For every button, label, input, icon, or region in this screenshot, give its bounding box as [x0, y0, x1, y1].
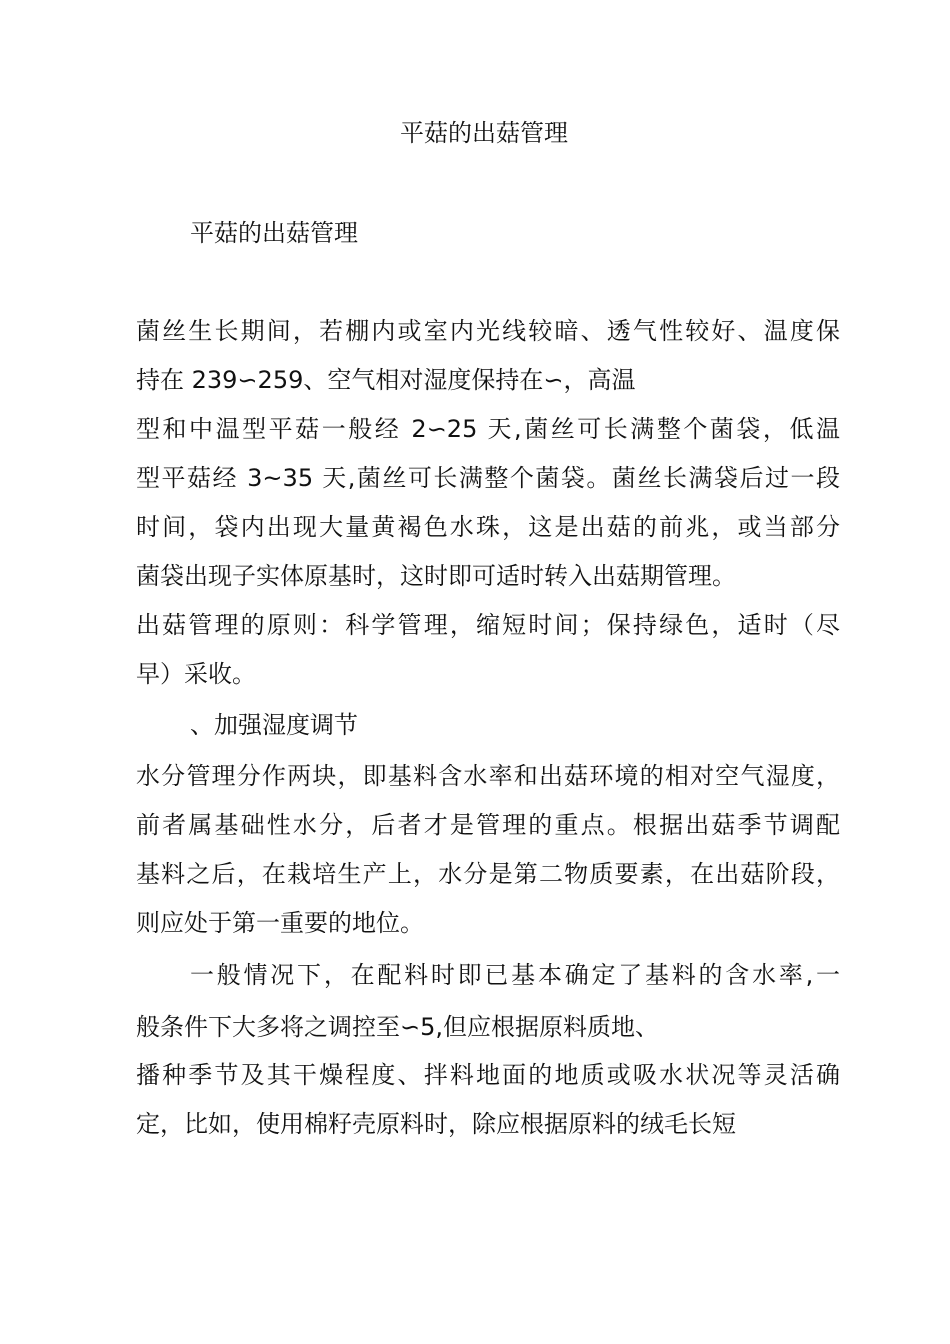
body-line: 般条件下大多将之调控至∽5,但应根据原料质地、 [136, 1013, 660, 1041]
page-title: 平菇的出菇管理 [400, 119, 568, 147]
body-line: 时间，袋内出现大量黄褐色水珠，这是出菇的前兆，或当部分 [136, 513, 840, 541]
body-line: 型平菇经 3~35 天,菌丝可长满整个菌袋。菌丝长满袋后过一段 [136, 464, 840, 492]
body-line: 水分管理分作两块，即基料含水率和出菇环境的相对空气湿度， [136, 762, 840, 790]
subsection-heading: 、加强湿度调节 [190, 711, 358, 739]
body-line: 定，比如，使用棉籽壳原料时，除应根据原料的绒毛长短 [136, 1110, 736, 1138]
body-line: 菌袋出现子实体原基时，这时即可适时转入出菇期管理。 [136, 562, 736, 590]
body-line: 持在 239∽259、空气相对湿度保持在∽，高温 [136, 366, 636, 394]
body-line: 基料之后，在栽培生产上，水分是第二物质要素，在出菇阶段， [136, 860, 840, 888]
body-line: 则应处于第一重要的地位。 [136, 909, 424, 937]
body-line: 型和中温型平菇一般经 2∽25 天,菌丝可长满整个菌袋，低温 [136, 415, 840, 443]
body-line: 菌丝生长期间，若棚内或室内光线较暗、透气性较好、温度保 [136, 317, 840, 345]
body-line: 前者属基础性水分，后者才是管理的重点。根据出菇季节调配 [136, 811, 840, 839]
body-line: 播种季节及其干燥程度、拌料地面的地质或吸水状况等灵活确 [136, 1061, 840, 1089]
section-heading: 平菇的出菇管理 [190, 219, 358, 247]
body-line: 一般情况下，在配料时即已基本确定了基料的含水率,一 [190, 961, 840, 989]
body-line: 出菇管理的原则：科学管理，缩短时间；保持绿色，适时（尽 [136, 611, 840, 639]
body-line: 早）采收。 [136, 660, 256, 688]
